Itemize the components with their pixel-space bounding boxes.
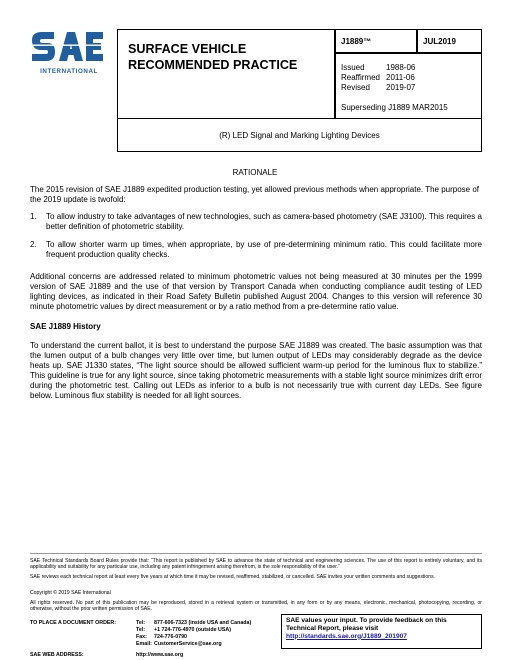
reaffirmed-label: Reaffirmed [341,73,380,82]
list-item-2-number: 2. [30,240,37,249]
document-header [117,29,482,119]
list-item-1-number: 1. [30,212,37,221]
document-number: J1889™ [341,37,372,46]
footer-divider [30,553,482,554]
revised-label: Revised [341,83,370,92]
issued-date: 1988-06 [386,63,416,72]
revised-date: 2019-07 [386,83,416,92]
contact-label: Tel: [136,627,146,633]
web-address-label: SAE WEB ADDRESS: [30,652,84,658]
subtitle-box [117,118,482,152]
superseding-note: Superseding J1889 MAR2015 [341,103,448,112]
history-paragraph: To understand the current ballot, it is best to understand the purpose SAE J1889 was created. The basic assumption was that the lumen output of a bulb changes very little over time, but lumen output of LEDs may considerably degrade as the device heats up. SAE J1330 states, “The light source should be allowed sufficient warm-up period for the luminous flux to stabilize.” This guideline is true for any light source, since taking photometric measurements with a stable light source minimizes drift error during the photometric test. Calling out LEDs as inferior to a bulb is not necessarily true with current day LEDs. See figure below. Luminous flux stability is needed for all light sources. [30,341,482,400]
contact-phone-domestic: 877-606-7323 (inside USA and Canada) [154,620,252,626]
feedback-link[interactable]: http://standards.sae.org/J1889_201907 [286,632,407,640]
list-item-1-text: To allow industry to take advantages of new technologies, such as camera-based photometry (SAE J3100). This requires a better definition of photometric stability. [46,212,482,231]
title-line-2: RECOMMENDED PRACTICE [128,58,298,72]
feedback-box [281,614,482,649]
order-label: TO PLACE A DOCUMENT ORDER: [30,620,117,626]
contact-phone-international: +1 724-776-4970 (outside USA) [154,627,231,633]
web-address-link[interactable]: http://www.sae.org [136,652,184,658]
contact-email[interactable]: CustomerService@sae.org [154,641,222,647]
list-item-2-text: To allow shorter warm up times, when appropriate, by use of pre-determining minimum ratio. This could facilitate more frequent production quality checks. [46,240,482,259]
title-line-1: SURFACE VEHICLE [128,42,247,56]
concerns-paragraph: Additional concerns are addressed related to minimum photometric values not being measured at 30 minutes per the 1999 version of SAE J1889 and the use of that version by Transport Canada when conducting compliance audit testing of LED lighting devices, as indicated in their Road Safety Bulletin published August 2004. Changes to this version will reference 30 minute photometric values by direct measurement or by a ratio method from a pre-determine ratio value. [30,272,482,311]
rationale-heading: RATIONALE [232,168,278,177]
copyright-note: Copyright © 2019 SAE International [30,590,111,596]
history-heading: SAE J1889 History [30,322,101,331]
contact-label: Fax: [136,634,147,640]
rights-note: All rights reserved. No part of this publication may be reproduced, stored in a retrieval system or transmitted, in any form or by any means, electronic, mechanical, photocopying, recording, or otherwise, without the prior written permission of SAE. [30,600,482,613]
document-date: JUL2019 [423,37,456,46]
board-rules-note: SAE Technical Standards Board Rules provide that: “This report is published by SAE to advance the state of technical and engineering sciences. The use of this report is entirely voluntary, and its applicability and suitability for any particular use, including any patent infringement arising therefrom, is the sole responsibility of the user.” [30,558,482,571]
feedback-text: SAE values your input. To provide feedback on this Technical Report, please visit [286,617,447,632]
contact-label: Email: [136,641,152,647]
issued-label: Issued [341,63,365,72]
review-note: SAE reviews each technical report at least every five years at which time it may be revised, reaffirmed, stabilized, or cancelled. SAE invites your written comments and suggestions. [30,574,436,580]
document-subtitle: (R) LED Signal and Marking Lighting Devices [219,131,380,140]
document-type-title [128,41,297,73]
contact-label: Tel: [136,620,146,626]
logo-wordmark: INTERNATIONAL [40,68,98,75]
reaffirmed-date: 2011-06 [386,73,415,82]
rationale-paragraph: The 2015 revision of SAE J1889 expedited production testing, yet allowed previous methods when appropriate. The purpose of the 2019 update is twofold: [30,185,480,204]
contact-fax: 724-776-0790 [154,634,187,640]
